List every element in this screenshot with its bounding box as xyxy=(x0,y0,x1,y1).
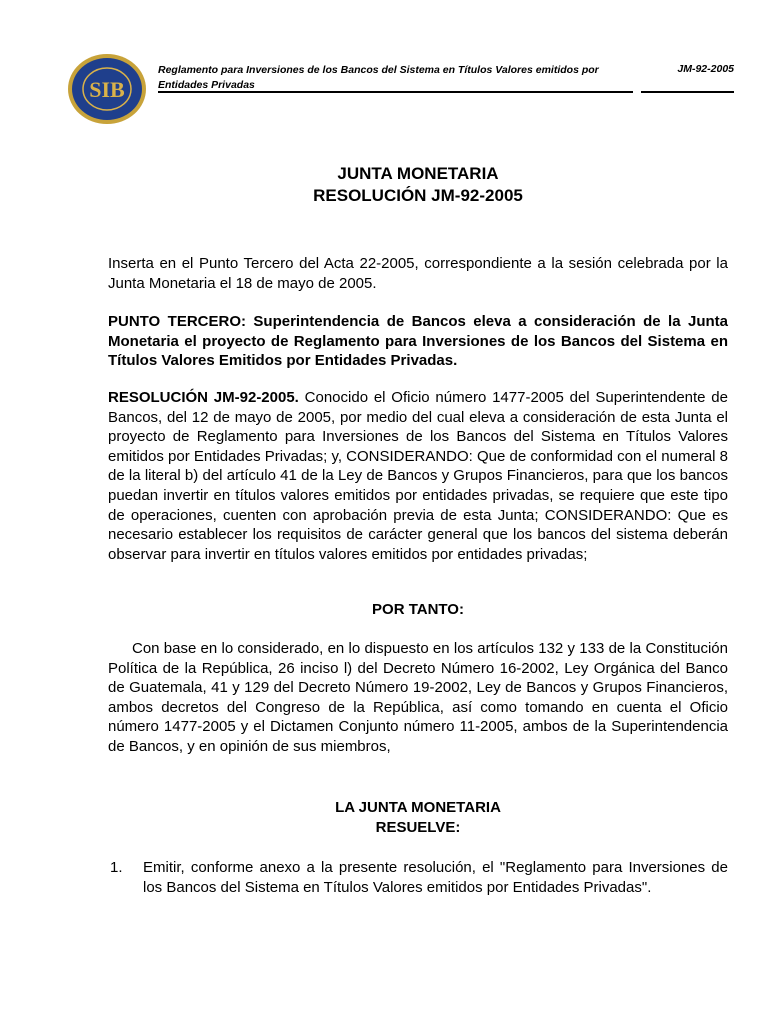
resolucion-label: RESOLUCIÓN JM-92-2005. xyxy=(108,389,299,406)
resolucion-paragraph xyxy=(108,388,728,564)
document-title-line2: RESOLUCIÓN JM-92-2005 xyxy=(313,186,523,205)
logo-text: SIB xyxy=(89,77,125,102)
resolucion-text: Conocido el Oficio número 1477-2005 del Superintendente de Bancos, del 12 de mayo de 2005, por medio del cual eleva a consideración de esta Junta el proyecto de Reglamento para Inversiones de los Bancos del Sistema en Títulos Valores emitidos por Entidades Privadas; y, CONSIDERANDO: Que de conformidad con el numeral 8 de la literal b) del artículo 41 de la Ley de Bancos y Grupos Financieros, para que los bancos puedan invertir en títulos valores emitidos por entidades privadas, se requiere que este tipo de operaciones, cuenten con aprobación previa de esta Junta; CONSIDERANDO: Que es necesario establecer los requisitos de carácter general que los bancos del sistema deberán observar para invertir en títulos valores emitidos por entidades privadas; xyxy=(108,389,728,563)
considerado-paragraph: Con base en lo considerado, en lo dispuesto en los artículos 132 y 133 de la Constitución Política de la República, 26 inciso l) del Decreto Número 16-2002, Ley Orgánica del Banco de Guatemala, 41 y 129 del Decreto Número 19-2002, Ley de Bancos y Grupos Financieros, ambos decretos del Congreso de la República, así como tomando en cuenta el Oficio número 1477-2005 y el Dictamen Conjunto número 11-2005, ambos de la Superintendencia de Bancos, y en opinión de sus miembros, xyxy=(108,640,728,755)
punto-tercero-paragraph: PUNTO TERCERO: Superintendencia de Bancos eleva a consideración de la Junta Monetaria el proyecto de Reglamento para Inversiones de los Bancos del Sistema en Títulos Valores Emitidos por Entidades Privadas. xyxy=(108,313,728,370)
header-rule-code xyxy=(641,91,734,93)
header-rule xyxy=(158,91,633,93)
sib-logo xyxy=(67,53,147,125)
intro-paragraph: Inserta en el Punto Tercero del Acta 22-2005, correspondiente a la sesión celebrada por la Junta Monetaria el 18 de mayo de 2005. xyxy=(108,255,728,292)
resuelve-heading: RESUELVE: xyxy=(375,819,461,836)
list-item-text: Emitir, conforme anexo a la presente resolución, el "Reglamento para Inversiones de los Bancos del Sistema en Títulos Valores emitidos por Entidades Privadas". xyxy=(143,859,728,896)
document-title-line1: JUNTA MONETARIA xyxy=(337,164,499,183)
por-tanto-heading: POR TANTO: xyxy=(372,601,464,618)
header-document-code: JM-92-2005 xyxy=(677,63,734,75)
junta-heading: LA JUNTA MONETARIA xyxy=(335,799,501,816)
list-item-number: 1. xyxy=(110,859,123,876)
header-document-title: Reglamento para Inversiones de los Bancos del Sistema en Títulos Valores emitidos por Entidades Privadas xyxy=(158,64,599,91)
